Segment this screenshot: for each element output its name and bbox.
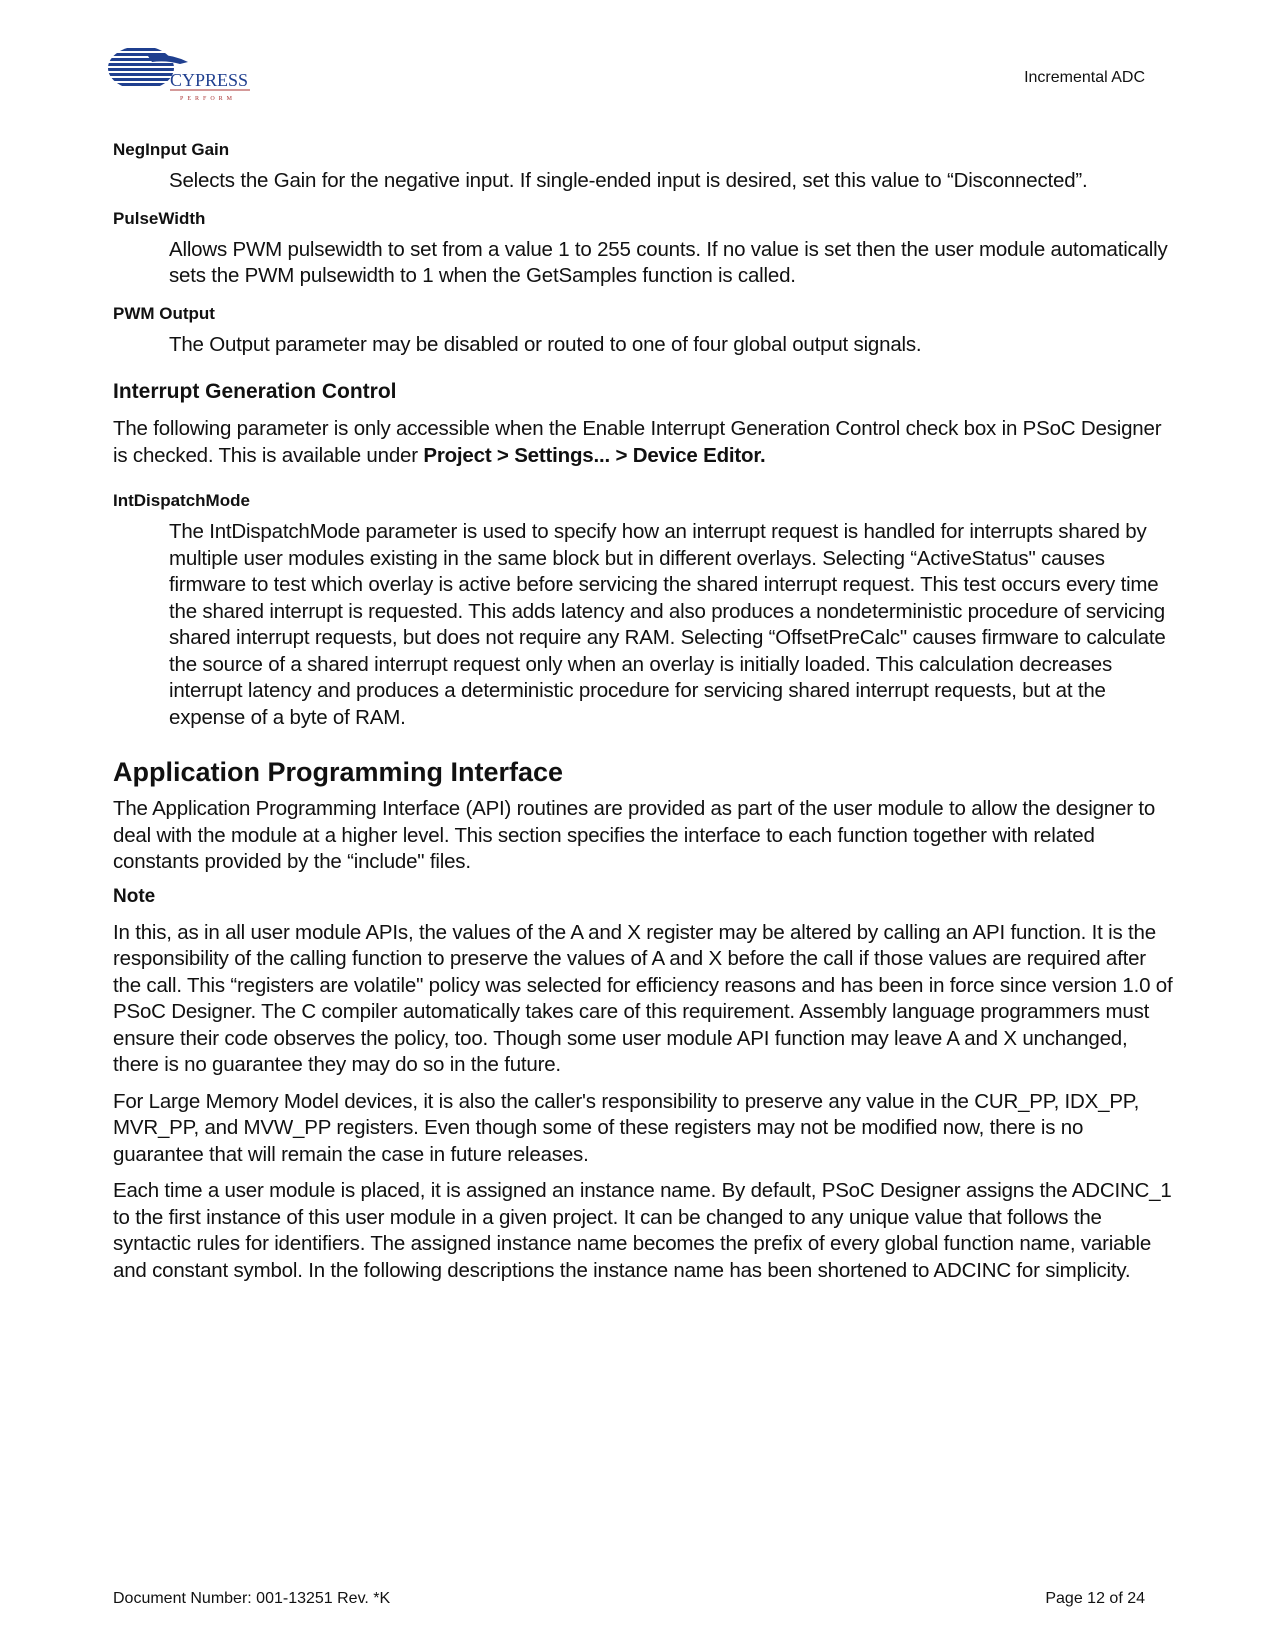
svg-text:PERFORM: PERFORM xyxy=(180,96,237,102)
api-intro: The Application Programming Interface (API) routines are provided as part of the user module to allow the designer to deal with the module at a higher level. This section specifies the interface to each function together with related constants provided by the “include" files. xyxy=(113,797,1156,873)
param-name: PulseWidth xyxy=(113,208,206,228)
param-desc: The Output parameter may be disabled or routed to one of four global output signals. xyxy=(169,332,922,356)
note-label: Note xyxy=(113,885,156,907)
svg-text:CYPRESS: CYPRESS xyxy=(170,70,249,90)
param-name-intdispatchmode: IntDispatchMode xyxy=(113,491,250,510)
interrupt-intro xyxy=(113,416,1173,469)
param-name: NegInput Gain xyxy=(113,140,230,159)
cypress-logo xyxy=(108,42,253,104)
api-paragraph: In this, as in all user module APIs, the values of the A and X register may be altered by calling an API function. It is the responsibility of the calling function to preserve the values of A and X before the call if those values are required after the call. This “registers are volatile" policy was selected for efficiency reasons and has been in force since version 1.0 of PSoC Designer. The C compiler automatically takes care of this requirement. Assembly language programmers must ensure their code observes the policy, too. Though some user module API function may leave A and X unchanged, there is no guarantee they may do so in the future. xyxy=(113,920,1173,1076)
param-pulsewidth xyxy=(113,209,1173,290)
cypress-logo-icon xyxy=(108,42,253,104)
api-paragraph: For Large Memory Model devices, it is also the caller's responsibility to preserve any value in the CUR_PP, IDX_PP, MVR_PP, and MVW_PP registers. Even though some of these registers may not be modified now, there is no guarantee that will remain the case in future releases. xyxy=(113,1089,1140,1166)
param-desc: Selects the Gain for the negative input. If single-ended input is desired, set this value to “Disconnected”. xyxy=(169,169,1088,192)
api-paragraph: Each time a user module is placed, it is assigned an instance name. By default, PSoC Designer assigns the ADCINC_1 to the first instance of this user module in a given project. It can be changed to any unique value that follows the syntactic rules for identifiers. The assigned instance name becomes the prefix of every global function name, variable and constant symbol. In the following descriptions the instance name has been shortened to ADCINC for simplicity. xyxy=(113,1179,1172,1282)
section-heading-api: Application Programming Interface xyxy=(113,757,564,787)
section-heading-interrupt: Interrupt Generation Control xyxy=(113,380,397,403)
page-content xyxy=(113,140,1173,1294)
menu-path: Project > Settings... > Device Editor. xyxy=(423,443,766,467)
param-neginput-gain xyxy=(113,140,1173,195)
footer-page-number: Page 12 of 24 xyxy=(1045,1590,1145,1607)
interrupt-intro-text: The following parameter is only accessible when the Enable Interrupt Generation Control check box in PSoC Designer is checked. This is available under xyxy=(113,417,1162,467)
param-desc: Allows PWM pulsewidth to set from a value 1 to 255 counts. If no value is set then the user module automatically sets the PWM pulsewidth to 1 when the GetSamples function is called. xyxy=(169,237,1168,287)
param-pwm-output xyxy=(113,304,1173,359)
param-desc-intdispatchmode: The IntDispatchMode parameter is used to specify how an interrupt request is handled for interrupts shared by multiple user modules existing in the same block but in different overlays. Selecting “ActiveStatus" causes firmware to test which overlay is active before servicing the shared interrupt request. This test occurs every time the shared interrupt is requested. This adds latency and also produces a nondeterministic procedure of servicing shared interrupt requests, but does not require any RAM. Selecting “OffsetPreCalc" causes firmware to calculate the source of a shared interrupt request only when an overlay is initially loaded. This calculation decreases interrupt latency and produces a deterministic procedure for servicing shared interrupt requests, but at the expense of a byte of RAM. xyxy=(169,520,1166,729)
param-name: PWM Output xyxy=(113,303,215,323)
header-title: Incremental ADC xyxy=(1024,69,1145,86)
footer-doc-number: Document Number: 001-13251 Rev. *K xyxy=(113,1590,391,1607)
